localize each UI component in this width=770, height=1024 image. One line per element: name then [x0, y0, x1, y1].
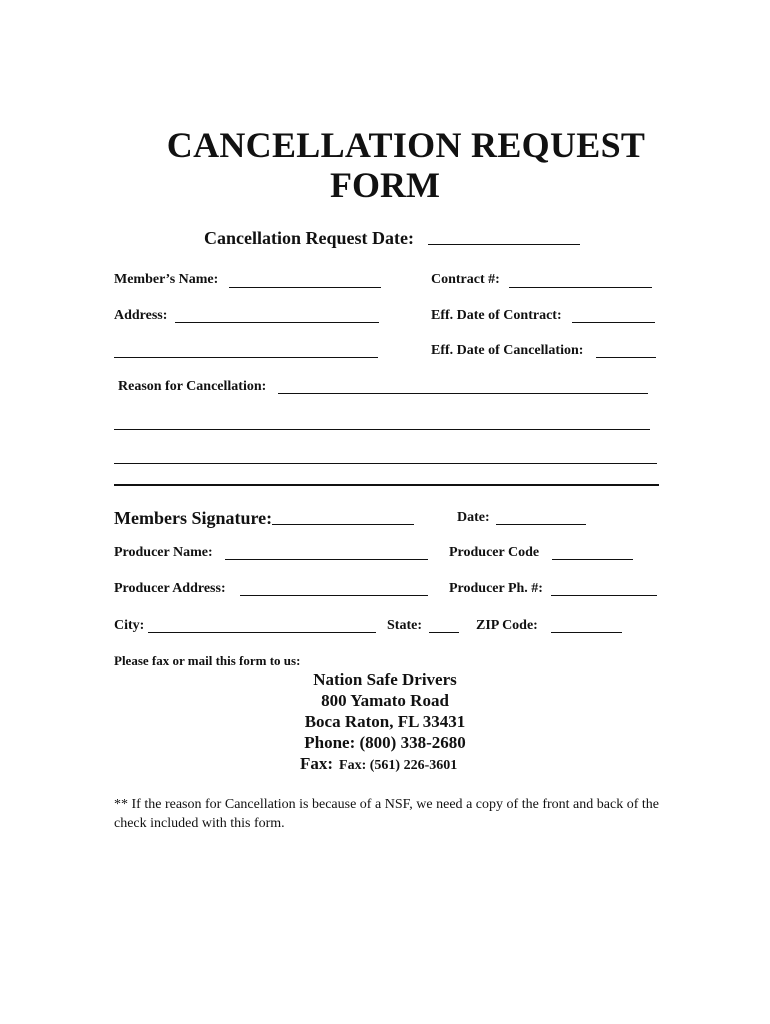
- producer-name-field[interactable]: [225, 559, 428, 560]
- reason-line-3[interactable]: [114, 463, 657, 464]
- contract-label: Contract #:: [431, 272, 500, 287]
- signature-label: Members Signature:: [114, 508, 273, 528]
- address-field[interactable]: [175, 322, 379, 323]
- eff-date-cancellation-label: Eff. Date of Cancellation:: [431, 343, 584, 358]
- producer-code-label: Producer Code: [449, 545, 540, 560]
- request-date-field[interactable]: [428, 244, 580, 245]
- signature-field[interactable]: [272, 524, 414, 525]
- zip-field[interactable]: [551, 632, 622, 633]
- fax-label: Fax:: [300, 754, 334, 773]
- contract-field[interactable]: [509, 287, 652, 288]
- producer-phone-label: Producer Ph. #:: [449, 581, 543, 596]
- address-line-2-field[interactable]: [114, 357, 378, 358]
- producer-address-field[interactable]: [240, 595, 428, 596]
- reason-field[interactable]: [278, 393, 648, 394]
- eff-date-contract-field[interactable]: [572, 322, 655, 323]
- company-name: Nation Safe Drivers: [313, 670, 457, 689]
- state-field[interactable]: [429, 632, 459, 633]
- members-name-field[interactable]: [229, 287, 381, 288]
- producer-name-label: Producer Name:: [114, 545, 213, 560]
- city-field[interactable]: [148, 632, 376, 633]
- producer-phone-field[interactable]: [551, 595, 657, 596]
- request-date-label: Cancellation Request Date:: [204, 228, 414, 248]
- reason-line-2[interactable]: [114, 429, 650, 430]
- city-state-zip: Boca Raton, FL 33431: [304, 712, 466, 731]
- producer-address-label: Producer Address:: [114, 581, 226, 596]
- zip-label: ZIP Code:: [476, 618, 538, 633]
- phone-number: Phone: (800) 338-2680: [304, 733, 466, 752]
- eff-date-contract-label: Eff. Date of Contract:: [431, 308, 562, 323]
- eff-date-cancellation-field[interactable]: [596, 357, 656, 358]
- date-field[interactable]: [496, 524, 586, 525]
- form-title-line-1: CANCELLATION REQUEST: [166, 125, 646, 165]
- state-label: State:: [387, 618, 422, 633]
- reason-label: Reason for Cancellation:: [118, 379, 267, 394]
- section-divider: [114, 484, 659, 486]
- street-address: 800 Yamato Road: [321, 691, 449, 710]
- address-label: Address:: [114, 308, 168, 323]
- nsf-note: ** If the reason for Cancellation is because of a NSF, we need a copy of the front and back of the check included with this form.: [114, 797, 659, 831]
- fax-line: [300, 754, 457, 774]
- producer-code-field[interactable]: [552, 559, 633, 560]
- city-label: City:: [114, 618, 145, 633]
- fax-number: Fax: (561) 226-3601: [339, 758, 458, 773]
- form-title-line-2: FORM: [330, 165, 440, 205]
- mail-instruction: Please fax or mail this form to us:: [114, 653, 301, 668]
- members-name-label: Member’s Name:: [114, 272, 219, 287]
- date-label: Date:: [457, 510, 490, 525]
